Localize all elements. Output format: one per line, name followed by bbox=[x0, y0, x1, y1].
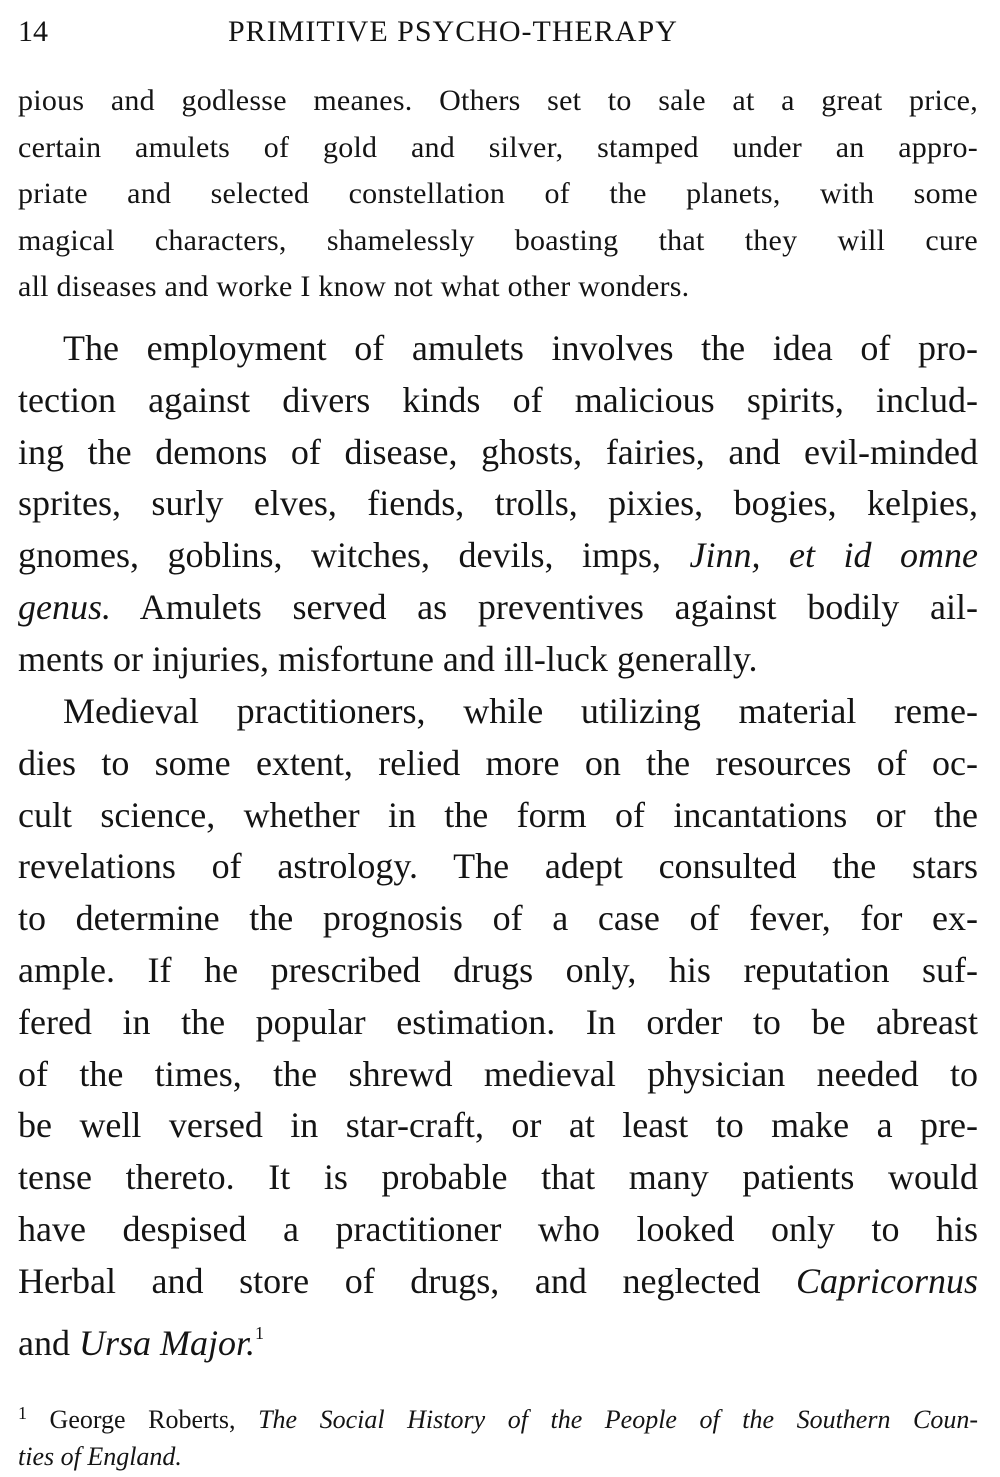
paragraph-line: ing the demons of disease, ghosts, fairies, and evil-minded bbox=[18, 431, 978, 472]
footnote-marker: 1 bbox=[18, 1403, 27, 1423]
paragraph-line: have despised a practitioner who looked only to his bbox=[18, 1208, 978, 1249]
paragraph-line: tection against divers kinds of malicious spirits, includ- bbox=[18, 379, 978, 420]
page-number: 14 bbox=[18, 15, 48, 48]
paragraph-line: ments or injuries, misfortune and ill-luck generally. bbox=[18, 638, 758, 679]
footnote-title: ties of England. bbox=[18, 1442, 182, 1471]
quote-line: priate and selected constellation of the planets, with some bbox=[18, 177, 978, 210]
paragraph-line: sprites, surly elves, fiends, trolls, pixies, bogies, kelpies, bbox=[18, 483, 978, 524]
quote-line: certain amulets of gold and silver, stamped under an appro- bbox=[18, 130, 978, 164]
line-text: gnomes, goblins, witches, devils, imps, bbox=[18, 535, 662, 576]
quoted-passage bbox=[18, 78, 978, 311]
paragraph-line: of the times, the shrewd medieval physician needed to bbox=[18, 1053, 978, 1094]
paragraph-line bbox=[18, 1256, 978, 1308]
footnote-line bbox=[18, 1395, 978, 1438]
italic-phrase: Jinn, et id omne bbox=[689, 535, 978, 576]
footnote-line bbox=[18, 1438, 978, 1475]
paragraph-line: The employment of amulets involves the idea of pro- bbox=[63, 328, 978, 368]
paragraph-line bbox=[18, 530, 978, 582]
footnote bbox=[18, 1395, 978, 1475]
line-text: Herbal and store of drugs, and neglected bbox=[18, 1260, 761, 1301]
paragraph-line: dies to some extent, relied more on the resources of oc- bbox=[18, 742, 978, 783]
paragraph-line: Medieval practitioners, while utilizing material reme- bbox=[63, 691, 978, 731]
quote-line: pious and godlesse meanes. Others set to sale at a great price, bbox=[18, 84, 978, 117]
quote-line: magical characters, shamelessly boasting that they will cure bbox=[18, 223, 978, 257]
quote-line: all diseases and worke I know not what other wonders. bbox=[18, 270, 690, 303]
footnote-title: The Social History of the People of the Southern Coun- bbox=[258, 1405, 979, 1434]
footnote-author: George Roberts, bbox=[49, 1405, 236, 1434]
paragraph-line bbox=[18, 582, 978, 634]
paragraph-line: tense thereto. It is probable that many patients would bbox=[18, 1157, 978, 1198]
line-text: and bbox=[18, 1322, 70, 1363]
footnote-separator bbox=[18, 1360, 978, 1361]
italic-phrase: genus. bbox=[18, 586, 111, 627]
italic-phrase: Capricornus bbox=[795, 1260, 979, 1301]
paragraph-line: fered in the popular estimation. In order to be abreast bbox=[18, 1001, 978, 1042]
paragraph-line: to determine the prognosis of a case of fever, for ex- bbox=[18, 898, 978, 939]
paragraph-medieval bbox=[18, 686, 978, 1369]
line-text: Amulets served as preventives against bodily ail- bbox=[139, 586, 979, 627]
running-title: PRIMITIVE PSYCHO-THERAPY bbox=[228, 15, 678, 48]
paragraph-line: be well versed in star-craft, or at least to make a pre- bbox=[18, 1105, 978, 1146]
paragraph-amulets bbox=[18, 323, 978, 686]
paragraph-line: revelations of astrology. The adept consulted the stars bbox=[18, 846, 978, 887]
italic-phrase: Ursa Major. bbox=[78, 1322, 256, 1363]
footnote-reference[interactable]: 1 bbox=[255, 1322, 265, 1343]
paragraph-line: ample. If he prescribed drugs only, his reputation suf- bbox=[18, 949, 978, 990]
paragraph-line: cult science, whether in the form of incantations or the bbox=[18, 794, 978, 835]
running-head bbox=[18, 12, 978, 52]
